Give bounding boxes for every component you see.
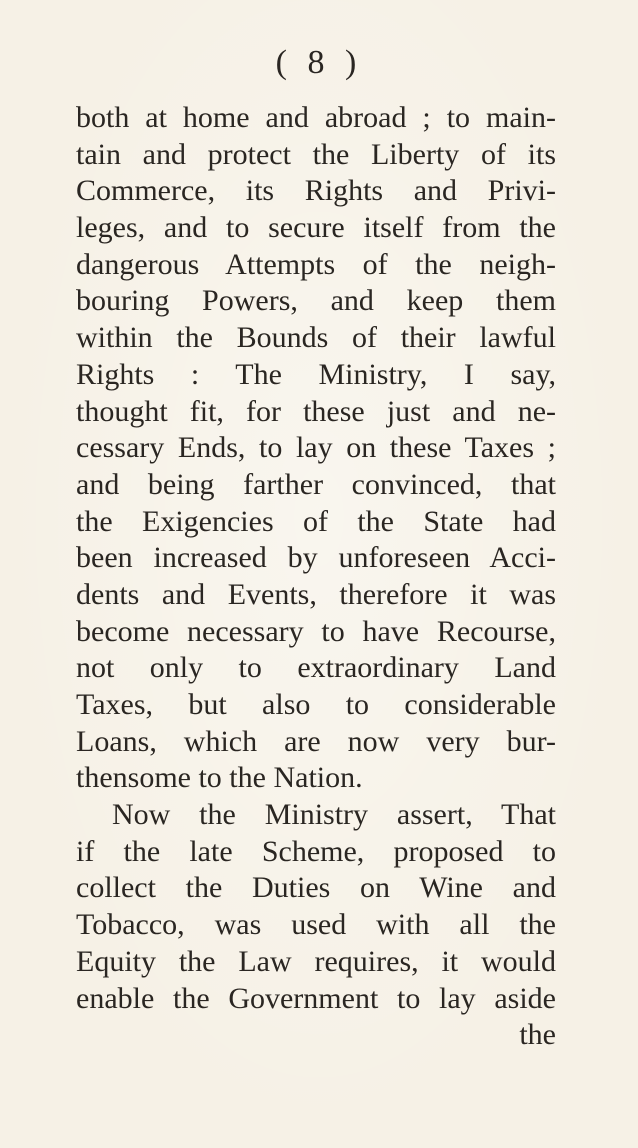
text-line: and being farther convinced, that bbox=[76, 467, 556, 501]
text-line: thought fit, for these just and ne- bbox=[76, 394, 556, 428]
text-line: Equity the Law requires, it would bbox=[76, 944, 556, 978]
text-line: dangerous Attempts of the neigh- bbox=[76, 247, 556, 281]
text-line: not only to extraordinary Land bbox=[76, 651, 556, 685]
text-line: Tobacco, was used with all the bbox=[76, 908, 556, 942]
text-line: Commerce, its Rights and Privi- bbox=[76, 174, 556, 208]
text-line: bouring Powers, and keep them bbox=[76, 284, 556, 318]
text-line: collect the Duties on Wine and bbox=[76, 871, 556, 905]
text-line: cessary Ends, to lay on these Taxes ; bbox=[76, 431, 556, 465]
text-line: tain and protect the Liberty of its bbox=[76, 137, 556, 171]
text-line: been increased by unforeseen Acci- bbox=[76, 541, 556, 575]
text-line: enable the Government to lay aside bbox=[76, 981, 556, 1015]
page-number: ( 8 ) bbox=[275, 44, 363, 81]
text-line: leges, and to secure itself from the bbox=[76, 211, 556, 245]
text-line: both at home and abroad ; to main- bbox=[76, 101, 556, 134]
body-text bbox=[76, 100, 556, 1054]
text-line: within the Bounds of their lawful bbox=[76, 321, 556, 355]
text-line: Loans, which are now very bur- bbox=[76, 724, 556, 758]
catchword: the bbox=[519, 1018, 556, 1052]
text-line: thensome to the Nation. bbox=[76, 761, 363, 795]
text-line: if the late Scheme, proposed to bbox=[76, 834, 556, 868]
text-line: the Exigencies of the State had bbox=[76, 504, 556, 538]
text-line: Rights : The Ministry, I say, bbox=[76, 357, 556, 391]
text-line: Now the Ministry assert, That bbox=[112, 798, 556, 832]
text-line: dents and Events, therefore it was bbox=[76, 577, 556, 611]
text-line: become necessary to have Recourse, bbox=[76, 614, 556, 648]
text-line: Taxes, but also to considerable bbox=[76, 688, 556, 721]
